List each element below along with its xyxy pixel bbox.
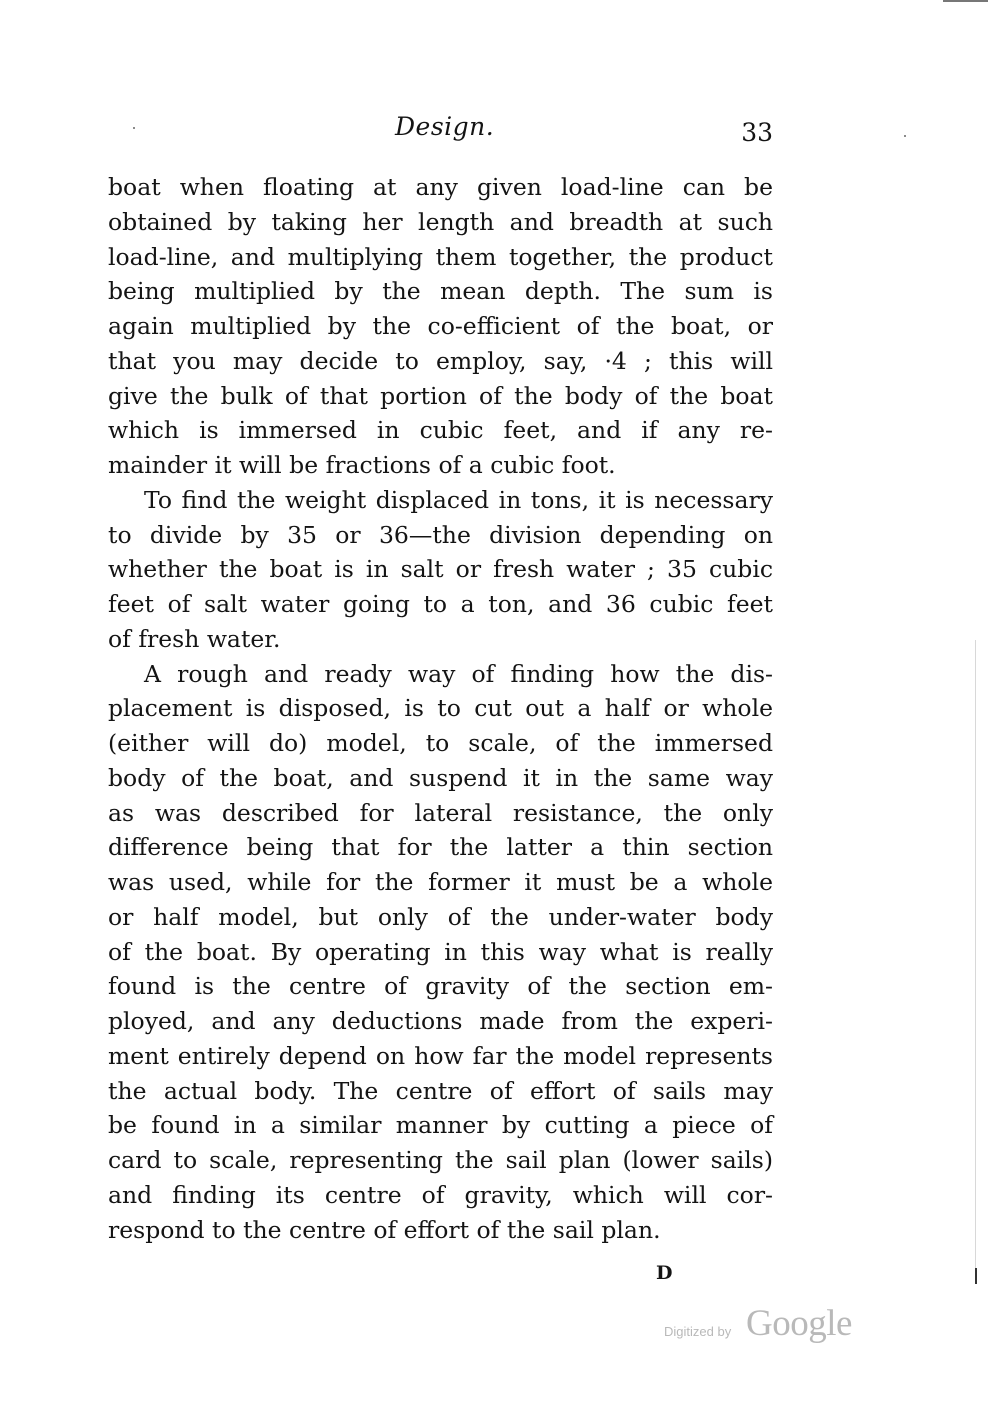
text-line: being multiplied by the mean depth. The sum is — [108, 277, 773, 306]
scan-edge-mark — [943, 0, 988, 2]
text-line: respond to the centre of effort of the sail plan. — [108, 1215, 661, 1244]
running-head: Design. — [395, 112, 495, 141]
text-line: or half model, but only of the under-water body — [108, 902, 773, 931]
digitized-watermark — [664, 1302, 874, 1352]
text-line: the actual body. The centre of effort of sails may — [108, 1076, 773, 1105]
text-line: A rough and ready way of finding how the dis- — [144, 659, 773, 688]
scan-speck — [904, 135, 906, 137]
text-line: again multiplied by the co-efficient of the boat, or — [108, 312, 773, 340]
text-line: that you may decide to employ, say, ·4 ; this will — [108, 346, 773, 375]
text-line: To find the weight displaced in tons, it is necessary — [144, 485, 773, 514]
paragraph-2 — [108, 483, 773, 657]
scan-margin-mark — [975, 1268, 977, 1284]
text-line: ment entirely depend on how far the model represents — [108, 1041, 773, 1070]
text-line: and finding its centre of gravity, which will cor- — [108, 1180, 773, 1209]
page-header — [108, 112, 773, 152]
text-line: be found in a similar manner by cutting a piece of — [108, 1111, 773, 1140]
google-logo: Google — [746, 1303, 852, 1344]
text-line: was used, while for the former it must be a whole — [108, 868, 773, 896]
text-line: as was described for lateral resistance, the only — [108, 798, 773, 827]
text-line: whether the boat is in salt or fresh water ; 35 cubic — [108, 555, 773, 584]
text-line: found is the centre of gravity of the section em- — [108, 972, 773, 1001]
text-line: difference being that for the latter a thin section — [108, 833, 773, 862]
text-line: ployed, and any deductions made from the experi- — [108, 1007, 773, 1035]
paragraph-3 — [108, 657, 773, 1248]
text-line: placement is disposed, is to cut out a half or whole — [108, 694, 773, 723]
body-text — [108, 170, 773, 1247]
scan-margin-line — [975, 640, 976, 1280]
watermark-prefix: Digitized by — [664, 1324, 732, 1339]
text-line: card to scale, representing the sail plan (lower sails) — [108, 1146, 773, 1174]
signature-mark: D — [656, 1262, 673, 1284]
text-line: body of the boat, and suspend it in the same way — [108, 763, 773, 792]
text-line: obtained by taking her length and breadth at such — [108, 207, 773, 236]
page-number: 33 — [741, 118, 773, 147]
paragraph-1 — [108, 170, 773, 483]
text-line: load-line, and multiplying them together, the product — [108, 242, 773, 271]
text-line: mainder it will be fractions of a cubic foot. — [108, 451, 616, 479]
text-line: to divide by 35 or 36—the division depending on — [108, 520, 773, 549]
text-line: of the boat. By operating in this way what is really — [108, 937, 773, 966]
text-line: feet of salt water going to a ton, and 36 cubic feet — [108, 590, 773, 618]
text-line: of fresh water. — [108, 624, 281, 653]
text-line: give the bulk of that portion of the body of the boat — [108, 381, 773, 410]
text-line: (either will do) model, to scale, of the immersed — [108, 729, 773, 757]
text-line: which is immersed in cubic feet, and if any re- — [108, 416, 773, 445]
text-line: boat when floating at any given load-line can be — [108, 173, 773, 201]
